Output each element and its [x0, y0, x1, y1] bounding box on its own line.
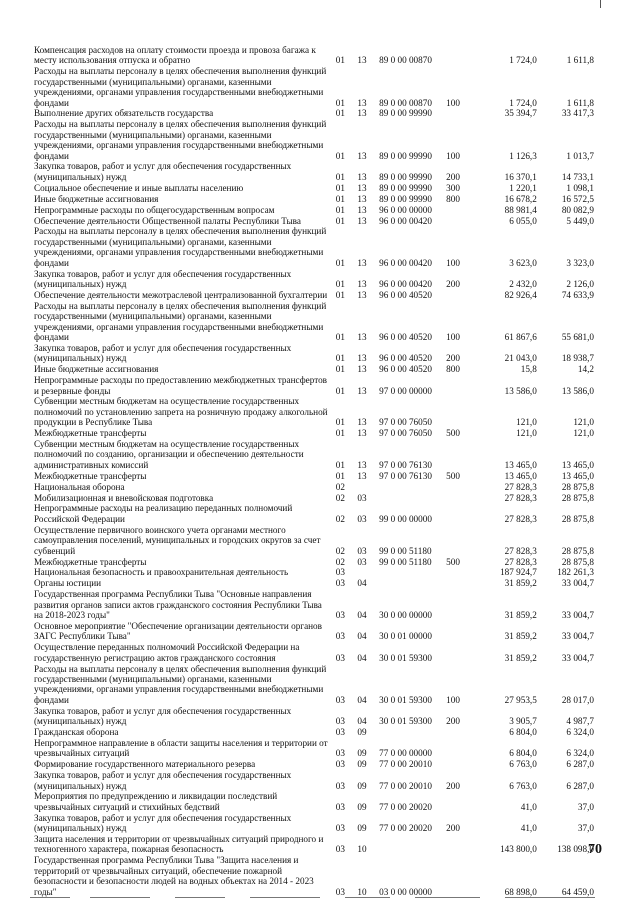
item-name: Обеспечение деятельности межотраслевой централизованной бухгалтерии — [34, 289, 328, 300]
target-article-code: 30 0 00 00000 — [379, 610, 432, 621]
table-row — [34, 621, 594, 642]
table-row — [34, 428, 594, 439]
table-row — [34, 727, 594, 738]
expense-type-code: 200 — [446, 353, 460, 364]
section-code: 01 — [335, 171, 345, 182]
target-article-code: 96 0 00 00420 — [379, 215, 432, 226]
item-name: Государственная программа Республики Тыва "Основные направления развития органов записи актов гражданского состояния Республики Тыва на 2018-2023 годы" — [34, 589, 322, 621]
section-code: 02 — [335, 556, 345, 567]
amount-year-1: 6 804,0 — [509, 727, 537, 737]
item-name: Выполнение других обязательств государства — [34, 108, 214, 119]
target-article-code: 77 0 00 00000 — [379, 748, 432, 759]
target-article-code: 30 0 01 59300 — [379, 716, 432, 727]
table-row — [34, 290, 594, 301]
amount-year-1: 31 859,2 — [504, 610, 537, 621]
amount-year-1: 21 043,0 — [504, 353, 537, 364]
table-row — [34, 471, 594, 482]
expense-type-code: 100 — [446, 694, 460, 705]
section-code: 01 — [335, 428, 345, 439]
amount-year-2: 6 287,0 — [566, 759, 594, 770]
section-code: 01 — [335, 353, 345, 364]
section-code: 03 — [335, 578, 345, 589]
table-row — [34, 161, 594, 182]
table-row — [34, 482, 594, 493]
amount-year-2: 37,0 — [577, 801, 594, 812]
table-row — [34, 45, 594, 66]
amount-year-1: 27 828,3 — [504, 556, 537, 567]
target-article-code: 96 0 00 00420 — [379, 257, 432, 268]
item-name: Межбюджетные трансферты — [34, 428, 147, 439]
amount-year-2: 18 938,7 — [561, 353, 594, 364]
table-row — [34, 183, 594, 194]
subsection-code: 13 — [357, 204, 367, 215]
target-article-code: 97 0 00 00000 — [379, 385, 432, 396]
amount-year-2: 1 611,8 — [566, 97, 594, 108]
item-name: Субвенции местным бюджетам на осуществление государственных полномочий по созданию, организации и обеспечению деятельности административных комиссий — [34, 439, 304, 470]
target-article-code: 89 0 00 99990 — [379, 150, 432, 161]
bottom-divider — [505, 897, 595, 898]
amount-year-2: 80 082,9 — [561, 204, 594, 215]
amount-year-2: 6 287,0 — [566, 780, 594, 791]
subsection-code: 13 — [357, 385, 367, 396]
item-name: Расходы на выплаты персоналу в целях обеспечения выполнения функций государственными (муниципальными) органами, казенными учреждениями, органами управления государственными внебюджетными фондами — [34, 300, 327, 342]
amount-year-1: 6 763,0 — [509, 780, 537, 791]
amount-year-2: 13 465,0 — [561, 459, 594, 470]
item-name: Социальное обеспечение и иные выплаты населению — [34, 182, 244, 193]
item-name: Закупка товаров, работ и услуг для обеспечения государственных (муниципальных) нужд — [34, 342, 292, 364]
item-name: Закупка товаров, работ и услуг для обеспечения государственных (муниципальных) нужд — [34, 812, 292, 834]
bottom-divider — [90, 897, 150, 898]
section-code: 01 — [335, 364, 345, 375]
item-name: Закупка товаров, работ и услуг для обеспечения государственных (муниципальных) нужд — [34, 268, 292, 289]
amount-year-1: 1 724,0 — [509, 55, 537, 66]
amount-year-1: 2 432,0 — [509, 278, 537, 289]
amount-year-1: 121,0 — [516, 417, 537, 428]
subsection-code: 03 — [357, 513, 367, 524]
amount-year-1: 27 828,3 — [504, 513, 537, 524]
section-code: 01 — [335, 97, 345, 108]
section-code: 01 — [335, 417, 345, 428]
expense-type-code: 200 — [446, 823, 460, 834]
bottom-divider — [345, 897, 390, 898]
item-name: Закупка товаров, работ и услуг для обеспечения государственных (муниципальных) нужд — [34, 770, 292, 791]
bottom-divider — [415, 897, 480, 898]
subsection-code: 09 — [357, 801, 367, 812]
amount-year-2: 64 459,0 — [561, 886, 594, 897]
section-code: 01 — [335, 150, 345, 161]
table-row — [34, 642, 594, 663]
expense-type-code: 500 — [446, 470, 460, 481]
table-row — [34, 194, 594, 205]
subsection-code: 13 — [357, 150, 367, 161]
expense-type-code: 100 — [446, 257, 460, 268]
amount-year-1: 15,8 — [520, 364, 537, 375]
section-code: 03 — [335, 759, 345, 770]
amount-year-1: 16 370,1 — [504, 171, 537, 182]
amount-year-1: 88 981,4 — [504, 204, 537, 215]
target-article-code: 96 0 00 40520 — [379, 289, 432, 300]
target-article-code: 77 0 00 20010 — [379, 759, 432, 770]
target-article-code: 30 0 01 00000 — [379, 631, 432, 642]
section-code: 01 — [335, 278, 345, 289]
item-name: Расходы на выплаты персоналу в целях обеспечения выполнения функций государственными (муниципальными) органами, казенными учреждениями, органами управления государственными внебюджетными фондами — [34, 663, 327, 705]
target-article-code: 77 0 00 20020 — [379, 823, 432, 834]
subsection-code: 13 — [357, 108, 367, 119]
section-code: 03 — [335, 694, 345, 705]
amount-year-2: 33 004,7 — [561, 631, 594, 642]
section-code: 03 — [335, 844, 345, 855]
item-name: Расходы на выплаты персоналу в целях обеспечения выполнения функций государственными (муниципальными) органами, казенными учреждениями, органами управления государственными внебюджетными фондами — [34, 226, 327, 268]
amount-year-2: 33 004,7 — [561, 610, 594, 621]
subsection-code: 13 — [357, 171, 367, 182]
expense-type-code: 200 — [446, 171, 460, 182]
target-article-code: 97 0 00 76130 — [379, 459, 432, 470]
table-row — [34, 738, 594, 759]
section-code: 02 — [335, 481, 345, 492]
table-row — [34, 525, 594, 557]
subsection-code: 13 — [357, 470, 367, 481]
section-code: 03 — [335, 780, 345, 791]
subsection-code: 13 — [357, 289, 367, 300]
subsection-code: 04 — [357, 610, 367, 621]
section-code: 02 — [335, 513, 345, 524]
subsection-code: 04 — [357, 631, 367, 642]
table-row — [34, 493, 594, 504]
amount-year-2: 2 126,0 — [566, 278, 594, 289]
target-article-code: 77 0 00 20020 — [379, 801, 432, 812]
amount-year-2: 14,2 — [577, 364, 594, 375]
section-code: 03 — [335, 801, 345, 812]
table-row — [34, 226, 594, 268]
item-name: Компенсация расходов на оплату стоимости проезда и провоза багажа к месту использования отпуска и обратно — [34, 45, 316, 66]
subsection-code: 13 — [357, 55, 367, 66]
subsection-code: 04 — [357, 652, 367, 663]
target-article-code: 97 0 00 76050 — [379, 428, 432, 439]
item-name: Непрограммное направление в области защиты населения и территории от чрезвычайных ситуаций — [34, 737, 328, 759]
subsection-code: 13 — [357, 215, 367, 226]
section-code: 01 — [335, 55, 345, 66]
item-name: Закупка товаров, работ и услуг для обеспечения государственных (муниципальных) нужд — [34, 705, 292, 727]
table-row — [34, 589, 594, 621]
amount-year-2: 121,0 — [573, 428, 594, 439]
table-row — [34, 396, 594, 428]
item-name: Осуществление переданных полномочий Российской Федерации на государственную регистрацию актов гражданского состояния — [34, 642, 300, 663]
table-row — [34, 578, 594, 589]
amount-year-1: 121,0 — [516, 428, 537, 439]
expense-type-code: 300 — [446, 182, 460, 193]
amount-year-1: 3 623,0 — [509, 257, 537, 268]
section-code: 03 — [335, 567, 345, 578]
item-name: Мобилизационная и вневойсковая подготовка — [34, 492, 214, 503]
section-code: 01 — [335, 108, 345, 119]
item-name: Расходы на выплаты персоналу в целях обеспечения выполнения функций государственными (муниципальными) органами, казенными учреждениями, органами управления государственными внебюджетными фондами — [34, 66, 327, 108]
section-code: 03 — [335, 886, 345, 897]
amount-year-1: 31 859,2 — [504, 578, 537, 589]
target-article-code: 89 0 00 99990 — [379, 193, 432, 204]
subsection-code: 09 — [357, 823, 367, 834]
section-code: 01 — [335, 204, 345, 215]
amount-year-1: 27 828,3 — [504, 545, 537, 556]
amount-year-1: 13 465,0 — [504, 459, 537, 470]
item-name: Иные бюджетные ассигнования — [34, 364, 159, 375]
table-row — [34, 301, 594, 343]
target-article-code: 96 0 00 00420 — [379, 278, 432, 289]
amount-year-2: 16 572,5 — [561, 193, 594, 204]
subsection-code: 04 — [357, 578, 367, 589]
item-name: Формирование государственного материального резерва — [34, 759, 256, 770]
amount-year-1: 41,0 — [520, 823, 537, 834]
amount-year-2: 138 098,0 — [557, 844, 594, 855]
section-code: 01 — [335, 459, 345, 470]
amount-year-1: 6 055,0 — [509, 215, 537, 226]
item-name: Мероприятия по предупреждению и ликвидации последствий чрезвычайных ситуаций и стихийных бедствий — [34, 791, 278, 812]
item-name: Расходы на выплаты персоналу в целях обеспечения выполнения функций государственными (муниципальными) органами, казенными учреждениями, органами управления государственными внебюджетными фондами — [34, 119, 327, 161]
subsection-code: 04 — [357, 716, 367, 727]
subsection-code: 09 — [357, 759, 367, 770]
item-name: Органы юстиции — [34, 578, 102, 589]
amount-year-2: 28 875,8 — [561, 545, 594, 556]
subsection-code: 13 — [357, 364, 367, 375]
amount-year-1: 6 804,0 — [509, 748, 537, 759]
amount-year-2: 74 633,9 — [561, 289, 594, 300]
subsection-code: 09 — [357, 727, 367, 737]
amount-year-1: 6 763,0 — [509, 759, 537, 770]
corner-mark — [600, 0, 601, 8]
amount-year-1: 16 678,2 — [504, 193, 537, 204]
expense-type-code: 500 — [446, 428, 460, 439]
item-name: Защита населения и территории от чрезвычайных ситуаций природного и техногенного характера, пожарная безопасность — [34, 834, 324, 855]
subsection-code: 09 — [357, 780, 367, 791]
section-code: 03 — [335, 652, 345, 663]
amount-year-2: 1 013,7 — [566, 150, 594, 161]
table-row — [34, 364, 594, 375]
item-name: Межбюджетные трансферты — [34, 470, 147, 481]
section-code: 03 — [335, 610, 345, 621]
subsection-code: 13 — [357, 428, 367, 439]
target-article-code: 96 0 00 40520 — [379, 364, 432, 375]
table-row — [34, 855, 594, 897]
amount-year-1: 27 953,5 — [504, 694, 537, 705]
amount-year-1: 35 394,7 — [504, 108, 537, 119]
target-article-code: 89 0 00 00870 — [379, 97, 432, 108]
target-article-code: 89 0 00 99990 — [379, 108, 432, 119]
section-code: 03 — [335, 823, 345, 834]
item-name: Гражданская оборона — [34, 727, 119, 737]
table-row — [34, 567, 594, 578]
section-code: 02 — [335, 545, 345, 556]
table-row — [34, 205, 594, 216]
section-code: 01 — [335, 215, 345, 226]
bottom-divider — [175, 897, 225, 898]
table-row — [34, 664, 594, 706]
item-name: Иные бюджетные ассигнования — [34, 193, 159, 204]
target-article-code: 77 0 00 20010 — [379, 780, 432, 791]
amount-year-2: 182 261,3 — [557, 567, 594, 578]
amount-year-1: 31 859,2 — [504, 631, 537, 642]
subsection-code: 13 — [357, 459, 367, 470]
target-article-code: 89 0 00 99990 — [379, 171, 432, 182]
amount-year-1: 13 586,0 — [504, 385, 537, 396]
subsection-code: 13 — [357, 331, 367, 342]
target-article-code: 96 0 00 40520 — [379, 353, 432, 364]
table-row — [34, 216, 594, 227]
amount-year-2: 28 875,8 — [561, 481, 594, 492]
item-name: Закупка товаров, работ и услуг для обеспечения государственных (муниципальных) нужд — [34, 161, 292, 182]
section-code: 03 — [335, 748, 345, 759]
subsection-code: 03 — [357, 545, 367, 556]
item-name: Осуществление первичного воинского учета органами местного самоуправления поселений, муниципальных и городских округов за счет субвенций — [34, 524, 321, 556]
amount-year-1: 1 220,1 — [509, 182, 537, 193]
item-name: Субвенции местным бюджетам на осуществление государственных полномочий по установлению запрета на розничную продажу алкогольной продукции в Республике Тыва — [34, 396, 328, 428]
subsection-code: 13 — [357, 417, 367, 428]
target-article-code: 99 0 00 00000 — [379, 513, 432, 524]
target-article-code: 96 0 00 40520 — [379, 331, 432, 342]
amount-year-2: 33 417,3 — [561, 108, 594, 119]
amount-year-2: 37,0 — [577, 823, 594, 834]
amount-year-1: 68 898,0 — [504, 886, 537, 897]
item-name: Национальная безопасность и правоохранительная деятельность — [34, 567, 289, 578]
expense-type-code: 100 — [446, 331, 460, 342]
amount-year-1: 13 465,0 — [504, 470, 537, 481]
target-article-code: 30 0 01 59300 — [379, 652, 432, 663]
target-article-code: 99 0 00 51180 — [379, 545, 432, 556]
amount-year-2: 55 681,0 — [561, 331, 594, 342]
target-article-code: 97 0 00 76050 — [379, 417, 432, 428]
amount-year-1: 143 800,0 — [500, 844, 537, 855]
amount-year-1: 41,0 — [520, 801, 537, 812]
amount-year-2: 1 098,1 — [566, 182, 594, 193]
amount-year-2: 6 324,0 — [566, 748, 594, 759]
section-code: 03 — [335, 727, 345, 737]
amount-year-2: 33 004,7 — [561, 578, 594, 589]
table-row — [34, 770, 594, 791]
item-name: Непрограммные расходы по общегосударственным вопросам — [34, 204, 275, 215]
bottom-divider — [30, 897, 70, 898]
target-article-code: 30 0 01 59300 — [379, 694, 432, 705]
table-row — [34, 706, 594, 727]
section-code: 01 — [335, 182, 345, 193]
amount-year-1: 1 126,3 — [509, 150, 537, 161]
expense-type-code: 200 — [446, 716, 460, 727]
target-article-code: 89 0 00 00870 — [379, 55, 432, 66]
table-row — [34, 503, 594, 524]
item-name: Обеспечение деятельности Общественной палаты Республики Тыва — [34, 215, 301, 226]
amount-year-1: 3 905,7 — [509, 716, 537, 727]
section-code: 01 — [335, 331, 345, 342]
subsection-code: 04 — [357, 694, 367, 705]
table-row — [34, 557, 594, 568]
table-row — [34, 119, 594, 161]
expense-type-code: 200 — [446, 278, 460, 289]
amount-year-2: 5 449,0 — [566, 215, 594, 226]
subsection-code: 03 — [357, 556, 367, 567]
target-article-code: 97 0 00 76130 — [379, 470, 432, 481]
amount-year-2: 13 465,0 — [561, 470, 594, 481]
section-code: 01 — [335, 289, 345, 300]
amount-year-2: 28 875,8 — [561, 513, 594, 524]
subsection-code: 13 — [357, 278, 367, 289]
target-article-code: 96 0 00 00000 — [379, 204, 432, 215]
item-name: Национальная оборона — [34, 481, 125, 492]
item-name: Государственная программа Республики Тыва "Защита населения и территорий от чрезвычайных ситуаций, обеспечение пожарной безопасности и безопасности людей на водных объектах на 2014 - 2023 годы" — [34, 855, 314, 897]
section-code: 02 — [335, 492, 345, 503]
amount-year-2: 28 875,8 — [561, 556, 594, 567]
target-article-code: 89 0 00 99990 — [379, 182, 432, 193]
subsection-code: 09 — [357, 748, 367, 759]
amount-year-2: 6 324,0 — [566, 727, 594, 737]
subsection-code: 13 — [357, 97, 367, 108]
amount-year-2: 13 586,0 — [561, 385, 594, 396]
target-article-code: 99 0 00 51180 — [379, 556, 432, 567]
subsection-code: 13 — [357, 257, 367, 268]
amount-year-2: 1 611,8 — [566, 55, 594, 66]
table-row — [34, 813, 594, 834]
amount-year-2: 4 987,7 — [566, 716, 594, 727]
item-name: Непрограммные расходы по предоставлению межбюджетных трансфертов и резервные фонды — [34, 375, 328, 396]
expense-type-code: 200 — [446, 780, 460, 791]
subsection-code: 03 — [357, 492, 367, 503]
expense-type-code: 100 — [446, 150, 460, 161]
subsection-code: 13 — [357, 182, 367, 193]
amount-year-1: 61 867,6 — [504, 331, 537, 342]
table-row — [34, 759, 594, 770]
target-article-code: 03 0 00 00000 — [379, 886, 432, 897]
amount-year-2: 28 875,8 — [561, 492, 594, 503]
amount-year-2: 3 323,0 — [566, 257, 594, 268]
page-number: 70 — [588, 842, 602, 857]
subsection-code: 10 — [357, 844, 367, 855]
amount-year-2: 28 017,0 — [561, 694, 594, 705]
subsection-code: 13 — [357, 193, 367, 204]
section-code: 01 — [335, 385, 345, 396]
expense-type-code: 500 — [446, 556, 460, 567]
amount-year-1: 27 828,3 — [504, 492, 537, 503]
table-row — [34, 375, 594, 396]
amount-year-2: 121,0 — [573, 417, 594, 428]
table-row — [34, 343, 594, 364]
table-row — [34, 269, 594, 290]
table-row — [34, 791, 594, 812]
table-row — [34, 108, 594, 119]
subsection-code: 13 — [357, 353, 367, 364]
item-name: Непрограммные расходы на реализацию переданных полномочий Российской Федерации — [34, 503, 293, 524]
amount-year-1: 27 828,3 — [504, 481, 537, 492]
amount-year-2: 14 733,1 — [561, 171, 594, 182]
section-code: 01 — [335, 193, 345, 204]
item-name: Межбюджетные трансферты — [34, 556, 147, 567]
bottom-divider — [250, 897, 320, 898]
expense-type-code: 800 — [446, 364, 460, 375]
table-row — [34, 66, 594, 108]
section-code: 03 — [335, 716, 345, 727]
subsection-code: 10 — [357, 886, 367, 897]
budget-table — [34, 45, 594, 898]
amount-year-1: 31 859,2 — [504, 652, 537, 663]
amount-year-1: 82 926,4 — [504, 289, 537, 300]
expense-type-code: 800 — [446, 193, 460, 204]
table-row — [34, 834, 594, 855]
table-row — [34, 439, 594, 471]
section-code: 01 — [335, 257, 345, 268]
section-code: 03 — [335, 631, 345, 642]
amount-year-2: 33 004,7 — [561, 652, 594, 663]
amount-year-1: 187 924,7 — [500, 567, 537, 578]
amount-year-1: 1 724,0 — [509, 97, 537, 108]
expense-type-code: 100 — [446, 97, 460, 108]
section-code: 01 — [335, 470, 345, 481]
item-name: Основное мероприятие "Обеспечение организации деятельности органов ЗАГС Республики Тыва" — [34, 620, 322, 642]
